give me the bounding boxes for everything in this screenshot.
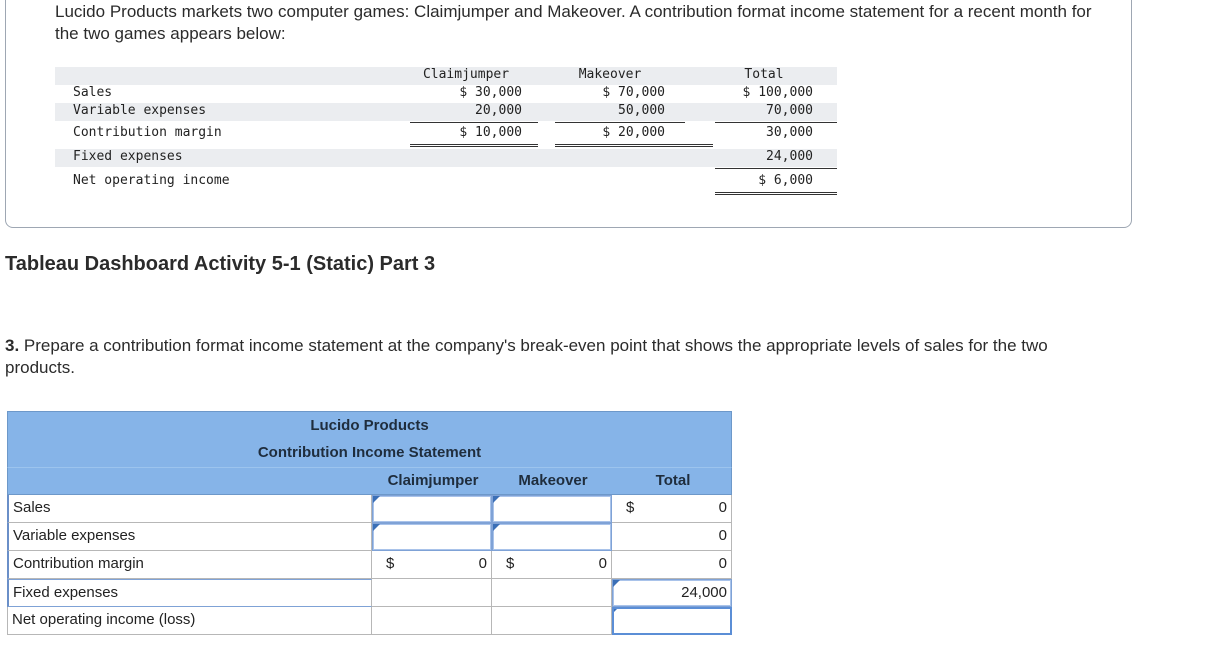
input-marker-icon <box>613 580 620 587</box>
given-cell: $ 100,000 <box>742 85 813 100</box>
question-number: 3. <box>5 336 20 355</box>
rule <box>555 122 685 123</box>
given-row-label: Variable expenses <box>73 103 207 118</box>
given-row-net-operating-income <box>55 173 837 191</box>
given-cell: 70,000 <box>766 103 813 118</box>
given-row-variable-expenses <box>55 103 837 121</box>
cell-value: 0 <box>718 555 727 572</box>
dollar-sign: $ <box>626 499 635 516</box>
cell-value: 0 <box>598 555 607 572</box>
input-total-fixed-expenses[interactable] <box>612 579 732 607</box>
given-cell: $ 10,000 <box>459 125 522 140</box>
row-label: Sales <box>13 499 51 516</box>
row-contribution-margin <box>7 551 732 579</box>
given-row-label: Fixed expenses <box>73 149 183 164</box>
given-row-fixed-expenses <box>55 149 837 167</box>
makeover-contribution-margin <box>492 551 612 579</box>
column-header-makeover: Makeover <box>518 472 588 489</box>
input-marker-icon <box>373 524 380 531</box>
given-cell: 20,000 <box>475 103 522 118</box>
input-marker-icon <box>493 524 500 531</box>
rule <box>715 168 837 169</box>
claimjumper-contribution-margin <box>372 551 492 579</box>
question-body: Prepare a contribution format income statement at the company's break-even point that shows the appropriate levels of sales for the two products. <box>5 336 1048 377</box>
row-fixed-expenses <box>7 579 732 607</box>
cell-value: 0 <box>718 499 727 516</box>
given-cell: $ 70,000 <box>602 85 665 100</box>
row-label: Contribution margin <box>13 555 144 572</box>
given-row-label: Net operating income <box>73 173 230 188</box>
cell-value: 0 <box>718 527 727 544</box>
dollar-sign: $ <box>506 555 515 572</box>
cell-value: 0 <box>478 555 487 572</box>
rule <box>715 122 837 123</box>
row-label: Fixed expenses <box>13 584 119 601</box>
claimjumper-net-operating-income <box>372 607 492 635</box>
label-contribution-margin <box>7 551 372 579</box>
worksheet-column-header-row <box>7 467 732 495</box>
given-header-claimjumper: Claimjumper <box>422 67 510 82</box>
label-net-operating-income <box>7 607 372 635</box>
given-cell: $ 6,000 <box>758 173 813 188</box>
given-cell: 30,000 <box>766 125 813 140</box>
input-makeover-sales[interactable] <box>492 495 612 523</box>
makeover-fixed-expenses <box>492 579 612 607</box>
input-marker-icon <box>373 496 380 503</box>
given-row-contribution-margin <box>55 125 837 143</box>
total-variable-expenses <box>612 523 732 551</box>
total-sales <box>612 495 732 523</box>
worksheet-company-name: Lucido Products <box>7 411 732 439</box>
label-variable-expenses <box>7 523 372 551</box>
claimjumper-fixed-expenses <box>372 579 492 607</box>
given-header-makeover: Makeover <box>578 67 642 82</box>
input-makeover-variable-expenses[interactable] <box>492 523 612 551</box>
worksheet-statement-title: Contribution Income Statement <box>7 439 732 467</box>
section-title: Tableau Dashboard Activity 5-1 (Static) Part 3 <box>5 253 436 275</box>
given-header-total: Total <box>744 67 784 82</box>
given-cell: 50,000 <box>618 103 665 118</box>
double-rule <box>715 192 837 195</box>
double-rule <box>555 144 713 147</box>
column-header-total: Total <box>655 472 691 489</box>
input-claimjumper-variable-expenses[interactable] <box>372 523 492 551</box>
cell-value: 24,000 <box>681 584 727 601</box>
label-sales <box>7 495 372 523</box>
given-header-row <box>55 67 837 85</box>
given-cell: $ 30,000 <box>459 85 522 100</box>
row-label: Variable expenses <box>13 527 136 544</box>
input-marker-icon <box>493 496 500 503</box>
row-net-operating-income <box>7 607 732 635</box>
column-header-claimjumper: Claimjumper <box>387 472 479 489</box>
label-fixed-expenses <box>7 579 372 607</box>
row-sales <box>7 495 732 523</box>
given-cell: 24,000 <box>766 149 813 164</box>
input-total-net-operating-income[interactable] <box>612 607 732 635</box>
question-text <box>5 335 1115 379</box>
total-contribution-margin <box>612 551 732 579</box>
row-variable-expenses <box>7 523 732 551</box>
given-cell: $ 20,000 <box>602 125 665 140</box>
given-row-label: Contribution margin <box>73 125 222 140</box>
row-label: Net operating income (loss) <box>12 611 196 628</box>
input-marker-icon <box>612 607 619 614</box>
given-row-sales <box>55 85 837 103</box>
double-rule <box>410 144 538 147</box>
rule <box>410 122 538 123</box>
dollar-sign: $ <box>386 555 395 572</box>
problem-intro: Lucido Products markets two computer games: Claimjumper and Makeover. A contribution format income statement for a recent month for the two games appears below: <box>55 2 1092 43</box>
input-claimjumper-sales[interactable] <box>372 495 492 523</box>
given-row-label: Sales <box>73 85 113 100</box>
makeover-net-operating-income <box>492 607 612 635</box>
